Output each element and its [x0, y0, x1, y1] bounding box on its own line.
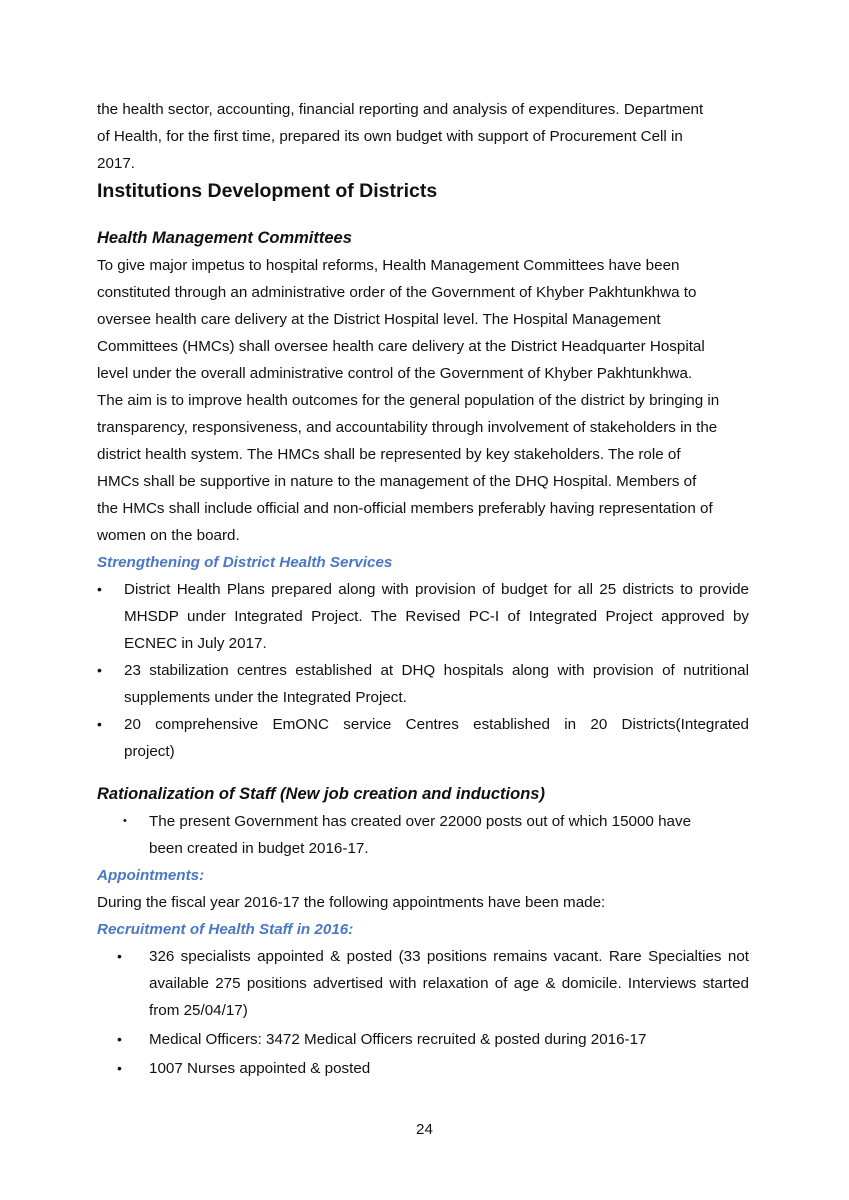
text-line: district health system. The HMCs shall be represented by key stakeholders. The role of — [97, 446, 681, 463]
bullet-icon: • — [97, 716, 102, 732]
appointments-text: During the fiscal year 2016-17 the following appointments have been made: — [97, 894, 606, 911]
list-item-text: 1007 Nurses appointed & posted — [149, 1060, 371, 1077]
list-item-text: 20 comprehensive EmONC service Centres established in 20 Districts(Integrated project) — [124, 716, 749, 760]
bullet-icon: • — [123, 815, 127, 827]
text-line: The aim is to improve health outcomes for the general population of the district by bringing in — [97, 392, 720, 409]
section-title: Institutions Development of Districts — [97, 180, 438, 202]
text-line: constituted through an administrative order of the Government of Khyber Pakhtunkhwa to — [97, 284, 697, 301]
list-item — [97, 943, 749, 1024]
list-item — [97, 576, 749, 657]
bullet-icon: • — [97, 662, 102, 678]
bullet-icon: • — [117, 1060, 122, 1076]
text-line: To give major impetus to hospital reforms, Health Management Committees have been — [97, 257, 680, 274]
list-item-text: Medical Officers: 3472 Medical Officers recruited & posted during 2016-17 — [149, 1031, 647, 1048]
intro-paragraph — [97, 96, 749, 177]
text-line: the HMCs shall include official and non-official members preferably having representation of — [97, 500, 713, 517]
list-item — [97, 1055, 749, 1082]
text-line: HMCs shall be supportive in nature to the management of the DHQ Hospital. Members of — [97, 473, 697, 490]
rationalization-heading: Rationalization of Staff (New job creation and inductions) — [97, 785, 545, 803]
list-item-text: 23 stabilization centres established at DHQ hospitals along with provision of nutritional supplements under the Integrated Project. — [124, 662, 749, 706]
strengthening-heading: Strengthening of District Health Services — [97, 554, 393, 571]
document-page — [97, 96, 749, 1082]
list-item — [97, 1026, 749, 1053]
page-number: 24 — [416, 1121, 433, 1138]
recruitment-list — [97, 943, 749, 1082]
list-item-text: 326 specialists appointed & posted (33 positions remains vacant. Rare Specialties not available 275 positions advertised with relaxation of age & domicile. Interviews started from 25/04/17) — [149, 948, 749, 1019]
rationalization-list — [97, 808, 749, 862]
text-line: of Health, for the first time, prepared its own budget with support of Procurement Cell in — [97, 128, 683, 145]
bullet-icon: • — [117, 948, 122, 964]
list-item — [97, 808, 749, 862]
bullet-icon: • — [97, 581, 102, 597]
text-line: the health sector, accounting, financial reporting and analysis of expenditures. Department — [97, 101, 704, 118]
list-item-text: District Health Plans prepared along with provision of budget for all 25 districts to provide MHSDP under Integrated Project. The Revised PC-I of Integrated Project approved by ECNEC in July 2017. — [124, 581, 749, 652]
bullet-icon: • — [117, 1031, 122, 1047]
recruitment-heading: Recruitment of Health Staff in 2016: — [97, 921, 354, 938]
list-item — [97, 657, 749, 711]
strengthening-list — [97, 576, 749, 765]
list-item-text: The present Government has created over 22000 posts out of which 15000 have been created in budget 2016-17. — [149, 813, 692, 857]
text-line: Committees (HMCs) shall oversee health care delivery at the District Headquarter Hospital — [97, 338, 705, 355]
hmc-heading: Health Management Committees — [97, 229, 352, 247]
appointments-heading: Appointments: — [97, 867, 205, 884]
text-line: transparency, responsiveness, and accountability through involvement of stakeholders in the — [97, 419, 718, 436]
text-line: level under the overall administrative control of the Government of Khyber Pakhtunkhwa. — [97, 365, 693, 382]
text-line: women on the board. — [97, 527, 240, 544]
text-line: 2017. — [97, 155, 136, 172]
list-item — [97, 711, 749, 765]
hmc-paragraph — [97, 252, 749, 549]
text-line: oversee health care delivery at the District Hospital level. The Hospital Management — [97, 311, 661, 328]
